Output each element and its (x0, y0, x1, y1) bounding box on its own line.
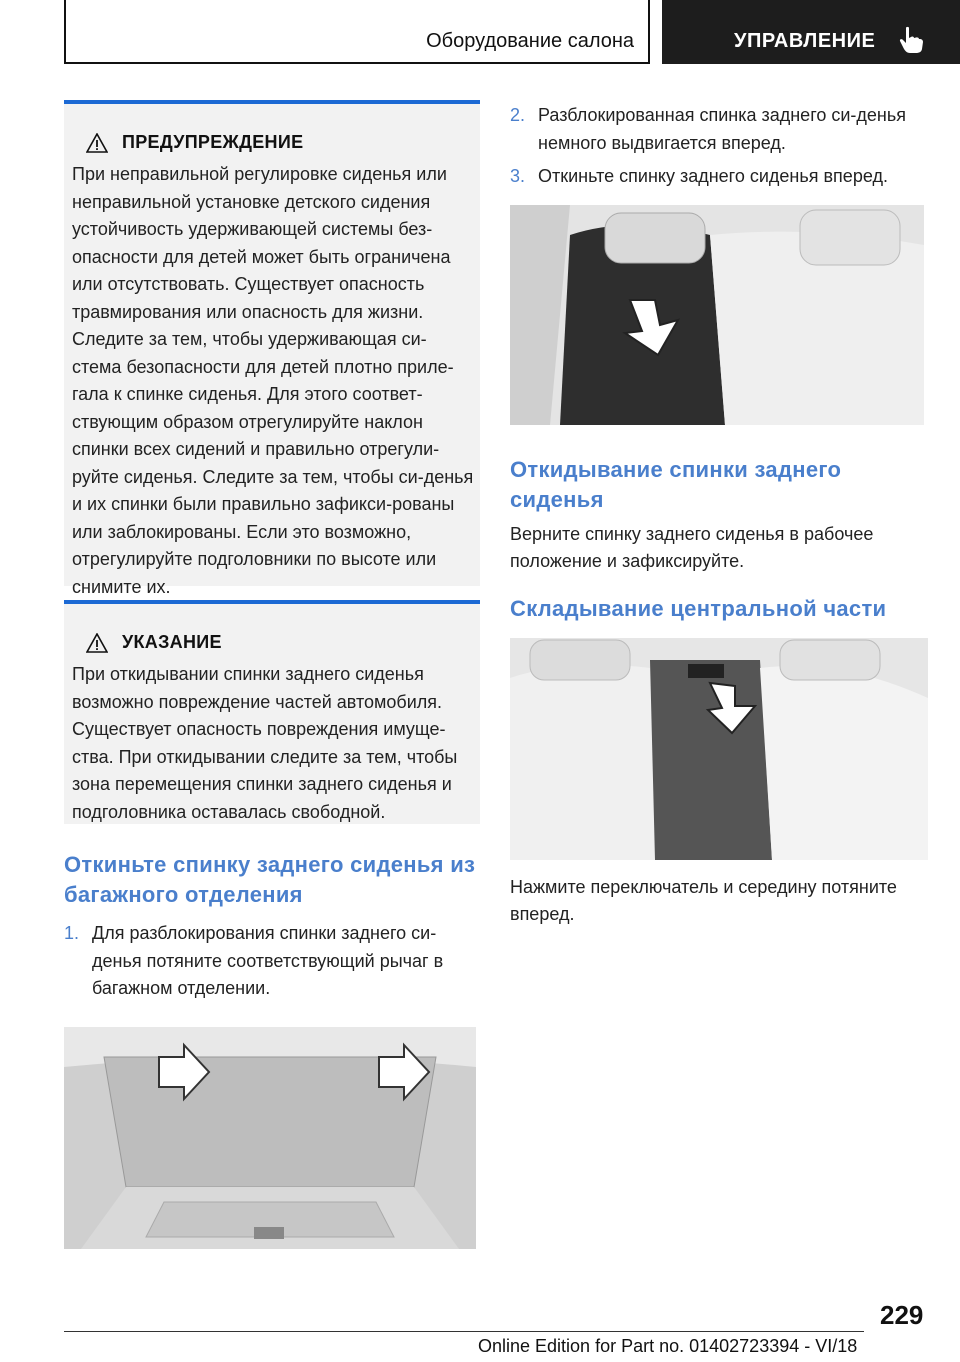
step-2-number: 2. (510, 105, 526, 125)
warning-title (64, 104, 480, 153)
footer-divider (64, 1331, 864, 1332)
step-1-text: Для разблокирования спинки заднего си-денья потяните соответствующий рычаг в багажном отделении. (92, 923, 444, 998)
right-column (510, 100, 928, 929)
caution-body: При откидывании спинки заднего сиденья возможно повреждение частей автомобиля. Существует опасность повреждения имуще-ства. При откидывании следите за тем, чтобы зона перемещения спинки заднего сиденья и подголовника оставалась свободной. (72, 664, 458, 822)
step-3-number: 3. (510, 166, 526, 186)
warning-body: При неправильной регулировке сиденья или неправильной установке детского сидения устойчивость удерживающей системы без-опасности для детей может быть ограничена или отсутствовать. Существует опасность травмирования или опасность для жизни. Следите за тем, чтобы удерживающая си-стема безопасности для детей плотно приле-гала к спинке сиденья. Для этого соответ-ствующим образом отрегулируйте наклон спинки всех сидений и правильно отрегули-руйте сиденья. Следите за тем, чтобы си-денья и их спинки были правильно зафикси-рованы или заблокированы. Если это возможно, отрегулируйте подголовники по высоте или снимите их. (72, 164, 474, 597)
seat-fold-illustration (510, 205, 924, 425)
step-3 (510, 163, 928, 191)
left-column (64, 100, 480, 1249)
center-body: Нажмите переключатель и середину потяните вперед. (510, 876, 897, 924)
center-section-illustration (510, 638, 928, 860)
step-2 (510, 102, 928, 157)
page-number: 229 (880, 1300, 924, 1330)
step-1 (64, 920, 480, 1003)
fold-back-body: Верните спинку заднего сиденья в рабочее положение и зафиксируйте. (510, 523, 874, 571)
footer-edition: Online Edition for Part no. 01402723394 - VI/18 (478, 1336, 858, 1356)
caution-box (64, 600, 480, 824)
header-chapter-label: УПРАВЛЕНИЕ (734, 30, 876, 52)
trunk-illustration (64, 1027, 476, 1249)
warning-box (64, 100, 480, 597)
warning-triangle-icon (86, 133, 108, 153)
warning-title-text: ПРЕДУПРЕЖДЕНИЕ (122, 132, 304, 152)
header-chapter-tab[interactable] (662, 0, 960, 64)
step-2-text: Разблокированная спинка заднего си-денья немного выдвигается вперед. (538, 105, 906, 153)
seat-fold-figure (510, 205, 924, 425)
caution-triangle-icon (86, 633, 108, 653)
caution-title-text: УКАЗАНИЕ (122, 632, 222, 652)
fold-back-heading: Откидывание спинки заднего сиденья (510, 456, 842, 512)
step-1-number: 1. (64, 923, 80, 943)
hand-pointer-icon (898, 26, 924, 54)
caution-title (64, 604, 480, 653)
step-3-text: Откиньте спинку заднего сиденья вперед. (538, 166, 888, 186)
header-section-tab (64, 0, 650, 64)
trunk-lever-figure (64, 1027, 476, 1249)
center-section-figure (510, 638, 928, 860)
fold-from-trunk-heading: Откиньте спинку заднего сиденья из багажного отделения (64, 852, 476, 907)
header-section-label: Оборудование салона (426, 30, 634, 52)
center-heading: Складывание центральной части (510, 595, 887, 621)
